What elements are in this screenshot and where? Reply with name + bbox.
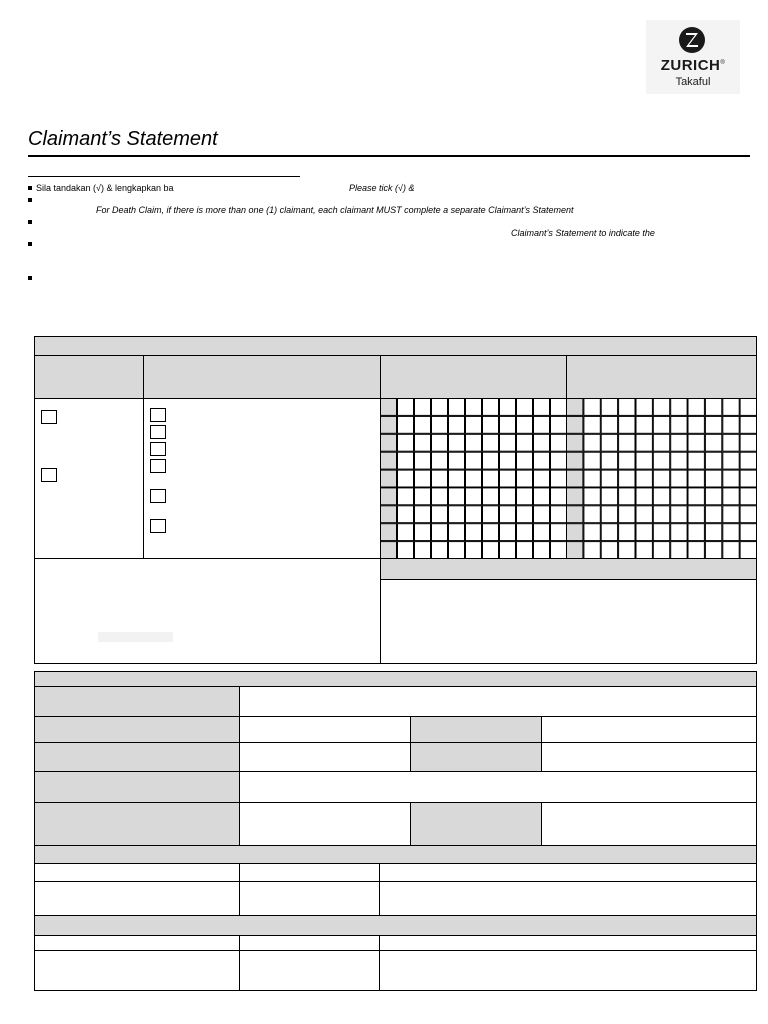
grid-box[interactable] (415, 488, 431, 505)
grid-box[interactable] (551, 506, 567, 523)
field-label-cell (34, 771, 240, 803)
input-field[interactable] (239, 716, 411, 743)
grid-box[interactable] (601, 416, 617, 433)
grid-box[interactable] (517, 488, 533, 505)
column-header-cell (143, 355, 381, 399)
column-header-cell (34, 355, 144, 399)
grid-box[interactable] (415, 542, 431, 559)
column-header-cell (566, 355, 757, 399)
grid-box[interactable] (688, 506, 704, 523)
grid-box[interactable] (653, 506, 669, 523)
grid-box[interactable] (398, 416, 414, 433)
grid-box[interactable] (415, 416, 431, 433)
grid-box[interactable] (723, 506, 739, 523)
grid-box[interactable] (601, 542, 617, 559)
grid-box[interactable] (500, 524, 516, 541)
instruction-malay: Sila tandakan (√) & lengkapkan ba (36, 183, 174, 193)
grid-box[interactable] (432, 488, 448, 505)
grid-box[interactable] (688, 434, 704, 451)
grid-box[interactable] (466, 399, 482, 416)
input-field[interactable] (379, 950, 757, 991)
grid-box[interactable] (432, 542, 448, 559)
bullet-marker (28, 242, 32, 246)
grid-box[interactable] (415, 470, 431, 487)
grid-box[interactable] (740, 542, 756, 559)
grid-box[interactable] (466, 416, 482, 433)
logo-subtitle: Takaful (675, 76, 711, 88)
grid-box[interactable] (483, 542, 499, 559)
grid-box[interactable] (534, 434, 550, 451)
page-title: Claimant’s Statement (28, 128, 218, 150)
grid-box (381, 542, 397, 559)
grid-box[interactable] (534, 488, 550, 505)
grid-box[interactable] (705, 434, 721, 451)
grid-box[interactable] (449, 399, 465, 416)
grid-box (381, 452, 397, 469)
grid-box[interactable] (500, 452, 516, 469)
section-header-bar (34, 671, 757, 687)
grid-box[interactable] (517, 470, 533, 487)
field-label-cell (34, 686, 240, 717)
grid-box[interactable] (449, 434, 465, 451)
grid-box[interactable] (517, 434, 533, 451)
grid-box (567, 452, 583, 469)
grid-box[interactable] (619, 452, 635, 469)
grid-box[interactable] (671, 416, 687, 433)
grid-box[interactable] (688, 524, 704, 541)
field-label-cell (410, 802, 542, 846)
grid-box[interactable] (483, 524, 499, 541)
grid-box[interactable] (601, 488, 617, 505)
grid-box[interactable] (723, 399, 739, 416)
claim-type-checkbox[interactable] (150, 408, 166, 422)
claim-category-checkbox[interactable] (41, 468, 57, 482)
input-field[interactable] (379, 881, 757, 916)
grid-box[interactable] (466, 506, 482, 523)
grid-box[interactable] (466, 434, 482, 451)
bullet-marker (28, 276, 32, 280)
grid-box[interactable] (415, 524, 431, 541)
grid-box[interactable] (653, 399, 669, 416)
grid-box[interactable] (483, 488, 499, 505)
grid-box (567, 470, 583, 487)
certificate-number-grid[interactable] (380, 398, 567, 559)
zurich-takaful-logo (646, 20, 740, 94)
grid-box[interactable] (483, 506, 499, 523)
grid-box[interactable] (432, 470, 448, 487)
grid-box (567, 506, 583, 523)
grid-box[interactable] (398, 452, 414, 469)
grid-box[interactable] (740, 399, 756, 416)
grid-box (381, 524, 397, 541)
grid-box[interactable] (705, 506, 721, 523)
grid-box[interactable] (740, 416, 756, 433)
grid-box[interactable] (723, 542, 739, 559)
grid-box[interactable] (398, 524, 414, 541)
claim-type-checkbox[interactable] (150, 425, 166, 439)
column-label-cell (239, 935, 380, 951)
input-field[interactable] (239, 802, 411, 846)
grid-box (567, 399, 583, 416)
grid-box[interactable] (688, 542, 704, 559)
grid-box[interactable] (584, 399, 600, 416)
subsection-header-bar (34, 845, 757, 864)
grid-box[interactable] (466, 542, 482, 559)
grid-box[interactable] (466, 452, 482, 469)
grid-box[interactable] (432, 416, 448, 433)
grid-box[interactable] (601, 434, 617, 451)
grid-box[interactable] (723, 488, 739, 505)
input-field[interactable] (34, 950, 240, 991)
grid-box[interactable] (534, 399, 550, 416)
grid-box[interactable] (415, 434, 431, 451)
grid-box[interactable] (705, 488, 721, 505)
grid-box[interactable] (534, 542, 550, 559)
grid-box (567, 524, 583, 541)
grid-box[interactable] (619, 416, 635, 433)
grid-box[interactable] (740, 524, 756, 541)
grid-box[interactable] (551, 542, 567, 559)
grid-box[interactable] (551, 416, 567, 433)
bullet-marker (28, 198, 32, 202)
grid-box[interactable] (500, 470, 516, 487)
grid-box (381, 399, 397, 416)
grid-box[interactable] (740, 452, 756, 469)
grid-box[interactable] (517, 524, 533, 541)
grid-box[interactable] (688, 416, 704, 433)
grid-box[interactable] (432, 434, 448, 451)
grid-box[interactable] (636, 434, 652, 451)
grid-box[interactable] (415, 506, 431, 523)
bullet-marker (28, 220, 32, 224)
grid-box[interactable] (688, 470, 704, 487)
field-label-cell (34, 716, 240, 743)
grid-box (567, 434, 583, 451)
claim-type-checkbox[interactable] (150, 442, 166, 456)
grid-box[interactable] (723, 524, 739, 541)
grid-box[interactable] (466, 524, 482, 541)
grid-box[interactable] (619, 470, 635, 487)
grid-box[interactable] (551, 524, 567, 541)
grid-box[interactable] (483, 416, 499, 433)
grid-box[interactable] (636, 524, 652, 541)
grid-box[interactable] (723, 470, 739, 487)
grid-box[interactable] (517, 542, 533, 559)
grid-box[interactable] (449, 416, 465, 433)
grid-box[interactable] (534, 470, 550, 487)
section-header-bar (34, 336, 757, 356)
grid-box[interactable] (551, 399, 567, 416)
grid-box[interactable] (449, 542, 465, 559)
grid-box (567, 416, 583, 433)
input-field[interactable] (239, 881, 380, 916)
grid-box[interactable] (534, 524, 550, 541)
input-field[interactable] (541, 742, 757, 772)
grid-box[interactable] (398, 542, 414, 559)
grid-box[interactable] (636, 506, 652, 523)
grid-box[interactable] (636, 416, 652, 433)
grid-box[interactable] (636, 399, 652, 416)
input-field[interactable] (239, 950, 380, 991)
grid-box[interactable] (688, 399, 704, 416)
statement-note: Claimant’s Statement to indicate the (511, 228, 655, 238)
grid-box[interactable] (653, 542, 669, 559)
input-field[interactable] (541, 802, 757, 846)
grid-box[interactable] (688, 452, 704, 469)
title-divider (28, 155, 750, 157)
column-header-cell (380, 355, 567, 399)
grid-box (381, 506, 397, 523)
field-label-cell (34, 802, 240, 846)
grid-box[interactable] (653, 524, 669, 541)
office-use-header (380, 558, 757, 580)
grid-box[interactable] (705, 524, 721, 541)
grid-box[interactable] (398, 506, 414, 523)
grid-box[interactable] (534, 416, 550, 433)
death-claim-note: For Death Claim, if there is more than one (1) claimant, each claimant MUST complete a separate Claimant’s Statement (96, 205, 574, 215)
grid-box[interactable] (740, 506, 756, 523)
grid-box[interactable] (500, 399, 516, 416)
column-label-cell (34, 935, 240, 951)
grid-box[interactable] (619, 399, 635, 416)
grid-box[interactable] (432, 399, 448, 416)
grid-box[interactable] (449, 506, 465, 523)
bullet-marker (28, 186, 32, 190)
grid-box[interactable] (705, 452, 721, 469)
grid-box[interactable] (671, 399, 687, 416)
grid-box[interactable] (483, 434, 499, 451)
grid-box[interactable] (415, 399, 431, 416)
grid-box[interactable] (398, 488, 414, 505)
field-label-cell (34, 742, 240, 772)
claim-category-checkbox[interactable] (41, 410, 57, 424)
column-label-cell (379, 863, 757, 882)
grid-box[interactable] (723, 434, 739, 451)
claim-type-checkbox[interactable] (150, 459, 166, 473)
grid-box[interactable] (653, 416, 669, 433)
claim-type-column (143, 398, 381, 559)
logo-wordmark: ZURICH® (660, 57, 726, 74)
grid-box[interactable] (517, 452, 533, 469)
grid-box[interactable] (636, 542, 652, 559)
grid-box[interactable] (551, 488, 567, 505)
grid-box[interactable] (619, 524, 635, 541)
column-label-cell (34, 863, 240, 882)
grid-box[interactable] (584, 488, 600, 505)
grid-box[interactable] (500, 434, 516, 451)
grid-box[interactable] (483, 399, 499, 416)
claim-type-checkbox[interactable] (150, 519, 166, 533)
grid-box[interactable] (601, 452, 617, 469)
grid-box[interactable] (653, 434, 669, 451)
grid-box (381, 434, 397, 451)
grid-box[interactable] (705, 470, 721, 487)
grid-box[interactable] (584, 470, 600, 487)
grid-box[interactable] (551, 470, 567, 487)
input-field[interactable] (541, 716, 757, 743)
input-field[interactable] (34, 881, 240, 916)
grid-box (381, 488, 397, 505)
grid-box[interactable] (534, 506, 550, 523)
grid-box[interactable] (601, 506, 617, 523)
grid-box[interactable] (449, 524, 465, 541)
claim-number-grid[interactable] (566, 398, 757, 559)
input-field[interactable] (239, 686, 757, 717)
grid-box[interactable] (551, 452, 567, 469)
grid-box[interactable] (619, 506, 635, 523)
faded-mark (98, 632, 173, 642)
grid-box[interactable] (723, 416, 739, 433)
claim-type-checkbox[interactable] (150, 489, 166, 503)
grid-box[interactable] (636, 470, 652, 487)
grid-box[interactable] (584, 524, 600, 541)
grid-box[interactable] (432, 524, 448, 541)
grid-box[interactable] (483, 470, 499, 487)
grid-box[interactable] (740, 470, 756, 487)
grid-box[interactable] (449, 488, 465, 505)
grid-box[interactable] (466, 488, 482, 505)
grid-box[interactable] (584, 506, 600, 523)
grid-box[interactable] (671, 506, 687, 523)
grid-box[interactable] (601, 524, 617, 541)
grid-box[interactable] (705, 542, 721, 559)
grid-box[interactable] (653, 488, 669, 505)
grid-box[interactable] (584, 452, 600, 469)
grid-box[interactable] (584, 434, 600, 451)
grid-box[interactable] (466, 470, 482, 487)
grid-box[interactable] (740, 434, 756, 451)
grid-box (381, 470, 397, 487)
grid-box[interactable] (398, 470, 414, 487)
grid-box (567, 488, 583, 505)
input-field[interactable] (239, 742, 411, 772)
grid-box[interactable] (601, 399, 617, 416)
grid-box[interactable] (671, 488, 687, 505)
grid-box[interactable] (534, 452, 550, 469)
grid-box[interactable] (500, 542, 516, 559)
grid-box[interactable] (551, 434, 567, 451)
grid-box[interactable] (584, 542, 600, 559)
grid-box[interactable] (688, 488, 704, 505)
grid-box[interactable] (432, 452, 448, 469)
field-label-cell (410, 742, 542, 772)
grid-box (567, 542, 583, 559)
grid-box[interactable] (500, 506, 516, 523)
grid-box[interactable] (705, 399, 721, 416)
grid-box[interactable] (740, 488, 756, 505)
grid-box[interactable] (449, 452, 465, 469)
grid-box[interactable] (449, 470, 465, 487)
grid-box[interactable] (601, 470, 617, 487)
remarks-cell (34, 558, 381, 664)
grid-box[interactable] (483, 452, 499, 469)
grid-box[interactable] (636, 452, 652, 469)
grid-box[interactable] (398, 434, 414, 451)
grid-box[interactable] (500, 488, 516, 505)
grid-box[interactable] (584, 416, 600, 433)
grid-box[interactable] (415, 452, 431, 469)
input-field[interactable] (239, 771, 757, 803)
office-use-field[interactable] (380, 579, 757, 664)
column-label-cell (379, 935, 757, 951)
grid-box[interactable] (619, 488, 635, 505)
column-label-cell (239, 863, 380, 882)
grid-box[interactable] (432, 506, 448, 523)
grid-box[interactable] (636, 488, 652, 505)
grid-box[interactable] (500, 416, 516, 433)
grid-box[interactable] (517, 506, 533, 523)
zurich-z-emblem-icon (678, 26, 706, 54)
grid-box[interactable] (619, 434, 635, 451)
subsection-header-bar (34, 915, 757, 936)
grid-box[interactable] (671, 542, 687, 559)
grid-box[interactable] (517, 416, 533, 433)
field-label-cell (410, 716, 542, 743)
grid-box (381, 416, 397, 433)
grid-box[interactable] (653, 470, 669, 487)
grid-box[interactable] (398, 399, 414, 416)
grid-box[interactable] (653, 452, 669, 469)
grid-box[interactable] (705, 416, 721, 433)
grid-box[interactable] (671, 434, 687, 451)
grid-box[interactable] (671, 452, 687, 469)
grid-box[interactable] (671, 524, 687, 541)
grid-box[interactable] (723, 452, 739, 469)
grid-box[interactable] (517, 399, 533, 416)
grid-box[interactable] (671, 470, 687, 487)
instruction-english: Please tick (√) & (349, 183, 415, 193)
instructions-divider (28, 176, 300, 177)
grid-box[interactable] (619, 542, 635, 559)
